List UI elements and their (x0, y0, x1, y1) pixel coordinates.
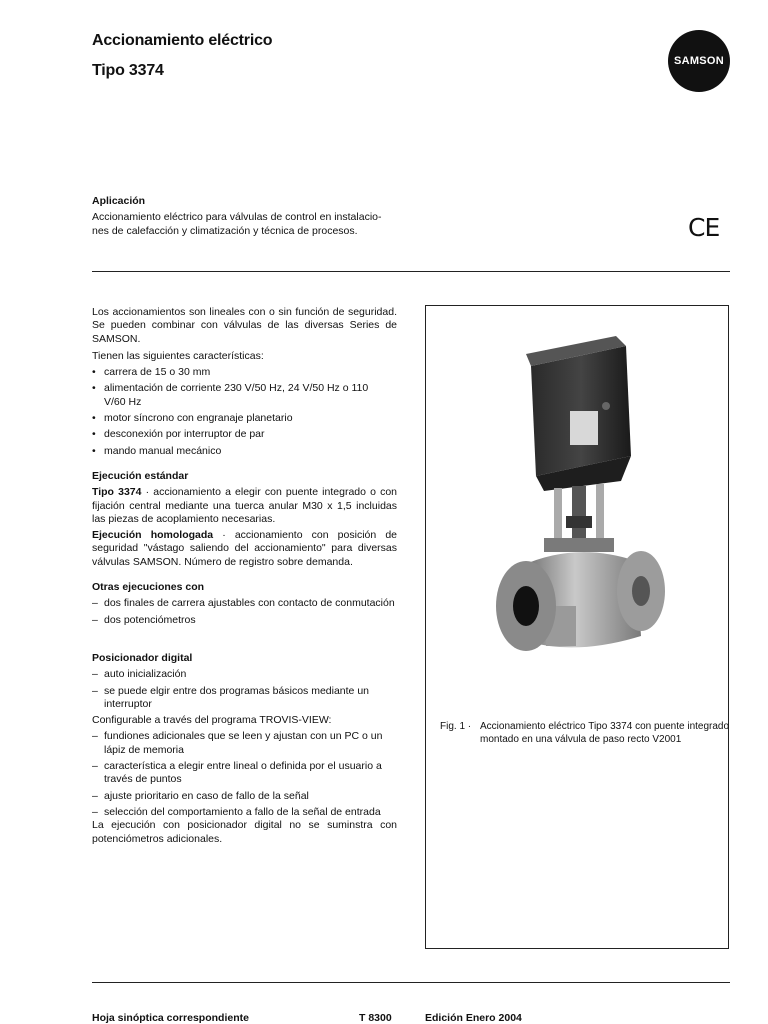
footer-related-sheet: Hoja sinóptica correspondiente (92, 1012, 249, 1024)
intro-paragraph: Los accionamientos son lineales con o sin función de seguridad. Se pueden combinar con válvulas de las diversas Series de SAMSON. (92, 306, 397, 345)
divider-top (92, 271, 730, 272)
other-heading: Otras ejecuciones con (92, 581, 205, 594)
yoke (544, 484, 614, 552)
application-heading: Aplicación (92, 195, 146, 207)
indicator-knob (602, 402, 610, 410)
application-line-2: nes de calefacción y climatización y técnica de procesos. (92, 224, 358, 237)
figure-caption-text: Accionamiento eléctrico Tipo 3374 con puente integrado montado en una válvula de paso recto V2001 (480, 721, 730, 745)
features-list (92, 366, 397, 458)
valve-body (496, 551, 665, 651)
application-section (92, 195, 412, 238)
list-item: – ajuste prioritario en caso de fallo de la señal (92, 790, 397, 803)
nameplate (570, 411, 598, 445)
list-item: • alimentación de corriente 230 V/50 Hz, 24 V/50 Hz o 110 V/60 Hz (92, 382, 369, 409)
actuator-valve-illustration (426, 306, 728, 706)
list-item: • carrera de 15 o 30 mm (92, 366, 397, 379)
ce-mark-icon: CE (688, 213, 720, 242)
divider-bottom (92, 982, 730, 983)
list-item: • mando manual mecánico (92, 445, 397, 458)
actuator-housing (526, 336, 631, 491)
list-item: • motor síncrono con engranaje planetario (92, 412, 397, 425)
list-item: – se puede elgir entre dos programas básicos mediante un interruptor (92, 685, 397, 712)
standard-item-1-label: Tipo 3374 (92, 486, 142, 499)
list-item: – selección del comportamiento a fallo de la señal de entrada (92, 806, 397, 819)
page-title: Accionamiento eléctrico (92, 32, 273, 49)
figure-label: Fig. 1 · (440, 721, 472, 732)
positioner-list (92, 668, 397, 711)
application-line-1: Accionamiento eléctrico para válvulas de control en instalacio- (92, 211, 382, 224)
standard-item-2 (92, 529, 397, 569)
standard-item-1 (92, 486, 397, 526)
figure-box (425, 305, 729, 949)
other-list (92, 597, 397, 627)
footer-doc-number: T 8300 (359, 1012, 392, 1024)
list-item: • desconexión por interruptor de par (92, 428, 397, 441)
list-item: – característica a elegir entre lineal o definida por el usuario a través de puntos (92, 760, 397, 787)
figure-caption (440, 720, 730, 746)
samson-logo (668, 30, 730, 92)
standard-heading: Ejecución estándar (92, 469, 189, 482)
standard-item-1-text: · accionamiento a elegir con puente integrado o con fijación central mediante una tuerca anular M30 x 1,5 incluidas las piezas de acoplamiento necesarias. (92, 486, 397, 525)
logo-text: SAMSON (673, 55, 725, 67)
list-item: – fundiones adicionales que se leen y ajustan con un PC o un lápiz de memoria (92, 730, 397, 757)
standard-item-2-text: · accionamiento con posición de seguridad "vástago saliendo del accionamiento" para diversas válvulas SAMSON. Número de registro sobre demanda. (92, 529, 397, 568)
main-text-column (92, 306, 397, 846)
list-item: – dos finales de carrera ajustables con contacto de conmutación (92, 597, 397, 610)
positioner-heading: Posicionador digital (92, 651, 193, 664)
config-intro: Configurable a través del programa TROVIS-VIEW: (92, 714, 332, 727)
config-list (92, 730, 397, 819)
page-subtitle: Tipo 3374 (92, 62, 164, 79)
footer-edition: Edición Enero 2004 (425, 1012, 522, 1024)
positioner-note: La ejecución con posicionador digital no se suminstra con potenciómetros adicionales. (92, 819, 397, 845)
list-item: – auto inicialización (92, 668, 397, 681)
features-intro: Tienen las siguientes características: (92, 349, 264, 362)
list-item: – dos potenciómetros (92, 614, 397, 627)
standard-item-2-label: Ejecución homologada (92, 529, 214, 542)
